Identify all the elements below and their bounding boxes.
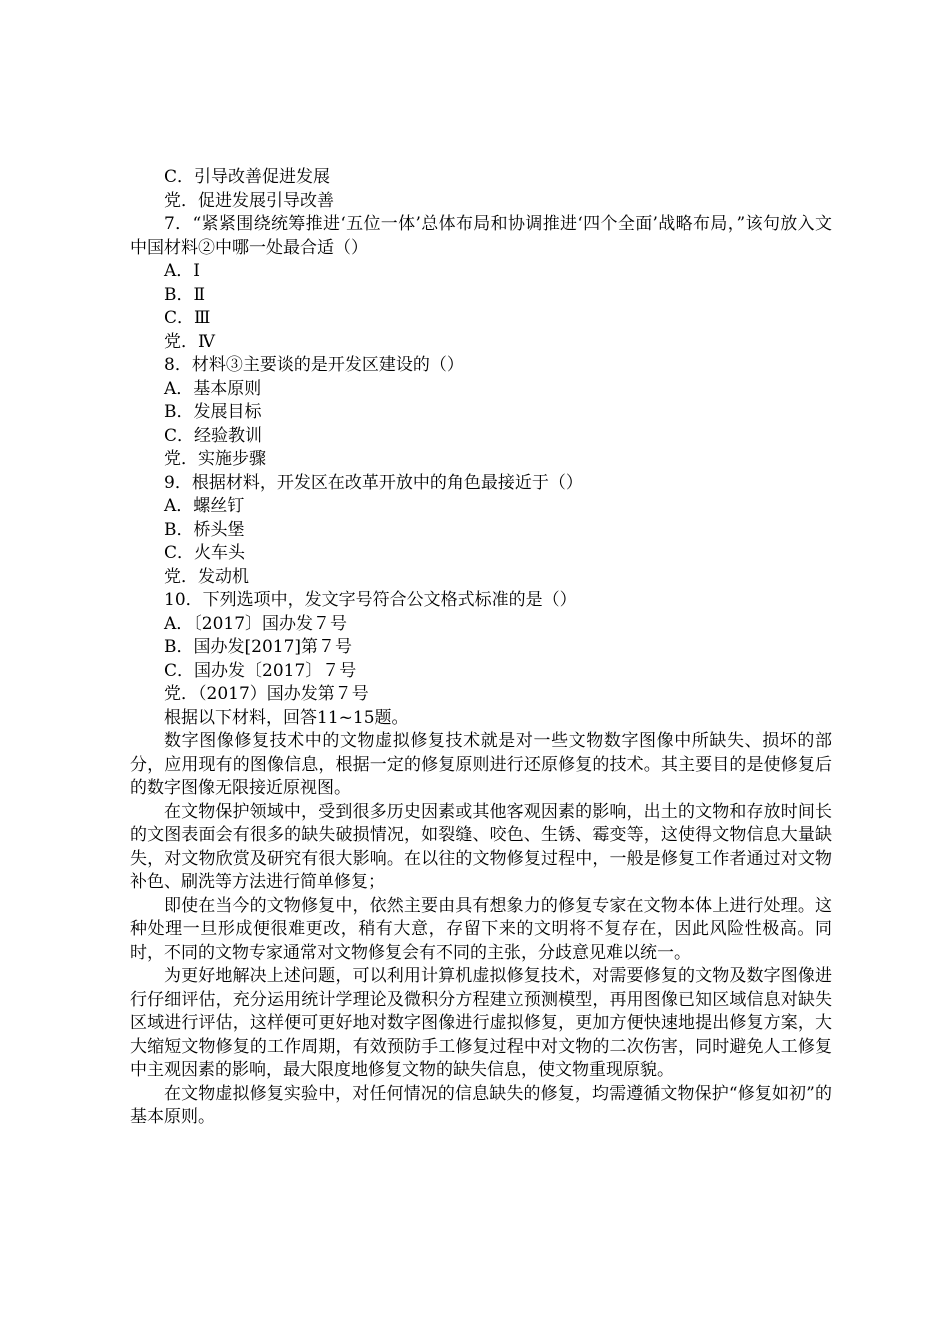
- paragraph-4: 为更好地解决上述问题，可以利用计算机虚拟修复技术，对需要修复的文物及数字图像进行仔细评估，充分运用统计学理论及微积分方程建立预测模型，再用图像已知区域信息对缺失区域进行评估，这样便可更好地对数字图像进行虚拟修复，更加方便快速地提出修复方案，大大缩短文物修复的工作周期，有效预防手工修复过程中对文物的二次伤害，同时避免人工修复中主观因素的影响，最大限度地修复文物的缺失信息，使文物重现原貌。: [130, 966, 832, 1080]
- q7-option-d: 党．Ⅳ: [164, 331, 215, 352]
- q10-option-d: 党．（2017）国办发第７号: [164, 684, 369, 704]
- question-7: 7．“紧紧围绕统筹推进‘五位一体’总体布局和协调推进‘四个全面’战略布局，”该句放入文中国材料②中哪一处最合适（）: [130, 214, 832, 258]
- q8-option-a: A．基本原则: [164, 378, 262, 399]
- paragraph-1: 数字图像修复技术中的文物虚拟修复技术就是对一些文物数字图像中所缺失、损坏的部分，应用现有的图像信息，根据一定的修复原则进行还原修复的技术。其主要目的是使修复后的数字图像无限接近原视图。: [130, 731, 832, 798]
- q10-option-b: B．国办发[2017]第７号: [164, 637, 353, 657]
- document-page: [130, 166, 832, 1130]
- q9-option-b: B．桥头堡: [164, 519, 245, 540]
- q9-option-a: A．螺丝钉: [164, 496, 245, 516]
- q7-option-c: C．Ⅲ: [164, 308, 211, 328]
- q8-option-d: 党．实施步骤: [164, 449, 266, 469]
- question-9: 9．根据材料，开发区在改革开放中的角色最接近于（）: [164, 472, 583, 493]
- q9-option-d: 党．发动机: [164, 566, 249, 587]
- paragraph-5: 在文物虚拟修复实验中，对任何情况的信息缺失的修复，均需遵循文物保护“修复如初”的基本原则。: [130, 1083, 832, 1127]
- q8-option-c: C．经验教训: [164, 425, 263, 446]
- option-c-q6: C．引导改善促进发展: [164, 167, 331, 187]
- paragraph-3: 即使在当今的文物修复中，依然主要由具有想象力的修复专家在文物本体上进行处理。这种处理一旦形成便很难更改，稍有大意，存留下来的文明将不复存在，因此风险性极高。同时，不同的文物专家通常对文物修复会有不同的主张，分歧意见难以统一。: [130, 895, 832, 963]
- q7-option-b: B．Ⅱ: [164, 284, 206, 305]
- question-10: 10．下列选项中，发文字号符合公文格式标准的是（）: [164, 590, 577, 610]
- q8-option-b: B．发展目标: [164, 402, 262, 422]
- option-d-q6: 党．促进发展引导改善: [164, 190, 334, 211]
- q9-option-c: C．火车头: [164, 543, 246, 563]
- question-8: 8．材料③主要谈的是开发区建设的（）: [164, 355, 464, 375]
- q10-option-a: A．〔2017〕国办发７号: [164, 613, 348, 634]
- q7-option-a: A．Ⅰ: [164, 261, 200, 281]
- material-intro: 根据以下材料，回答11~15题。: [164, 707, 409, 728]
- q10-option-c: C．国办发〔2017〕７号: [164, 660, 357, 681]
- paragraph-2: 在文物保护领域中，受到很多历史因素或其他客观因素的影响，出土的文物和存放时间长的文图表面会有很多的缺失破损情况，如裂缝、咬色、生锈、霉变等，这使得文物信息大量缺失，对文物欣赏及研究有很大影响。在以往的文物修复过程中，一般是修复工作者通过对文物补色、刷洗等方法进行简单修复；: [130, 801, 832, 892]
